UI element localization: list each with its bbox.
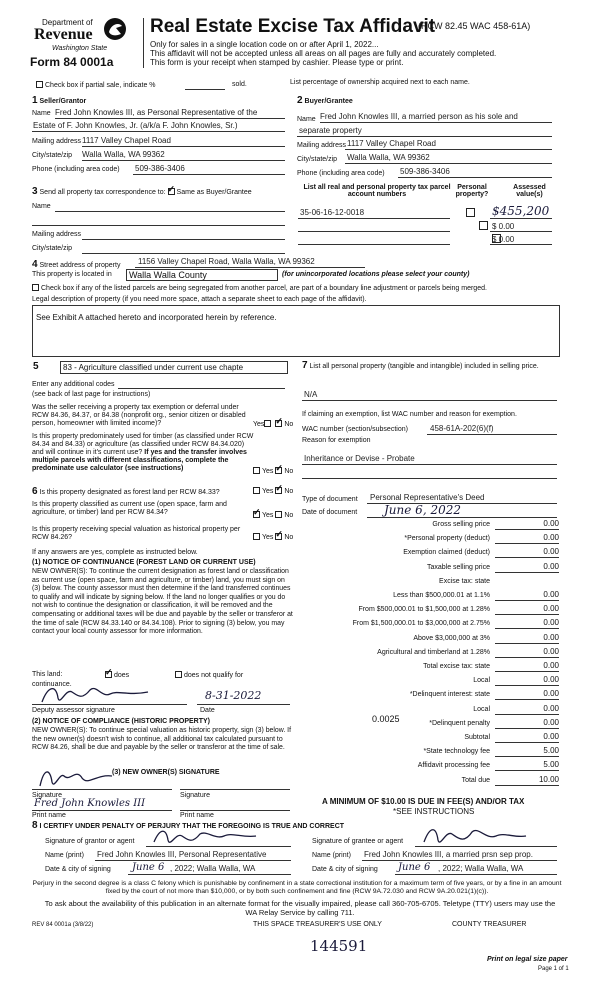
- minimum-due-note: A MINIMUM OF $10.00 IS DUE IN FEE(S) AND/OR TAX: [322, 797, 525, 806]
- tax-row-value[interactable]: 0.00: [543, 675, 559, 685]
- seller-city[interactable]: Walla Walla, WA 99362: [82, 150, 165, 159]
- tax-row-value[interactable]: 0.00: [543, 618, 559, 628]
- dept-label: Department of: [42, 18, 93, 27]
- tax-row-value[interactable]: 0.00: [543, 533, 559, 543]
- deputy-label: Deputy assessor signature: [32, 707, 115, 714]
- assessed-value-3[interactable]: $ 0.00: [492, 235, 515, 244]
- grantee-date[interactable]: June 6: [398, 862, 431, 873]
- tax-row-line: [495, 614, 559, 615]
- receipt-number: 144591: [310, 937, 368, 955]
- current-use-no-checkbox[interactable]: [275, 511, 282, 518]
- grantor-date-label: Date & city of signing: [45, 866, 111, 873]
- personal-checkbox-1[interactable]: [466, 208, 475, 217]
- tax-row-label: Local: [473, 705, 490, 713]
- header-line-3: This form is your receipt when stamped by cashier. Please type or print.: [150, 58, 404, 67]
- local-rate: 0.0025: [372, 714, 400, 724]
- notice-historic-body: NEW OWNER(S): To continue special valuation as historic property, sign (3) below. If the new owner(s) doesn't wish to continue, all additional tax calculated pursuant to RCW 84.26, shall be due and payable by the seller or transferor at the time of sale.: [32, 727, 292, 752]
- does-not-qualify-checkbox[interactable]: [175, 671, 182, 678]
- tax-row-line: [495, 671, 559, 672]
- does-not-option: does not qualify for: [175, 671, 243, 679]
- exemption-claim-label: If claiming an exemption, list WAC number and reason for exemption.: [302, 411, 517, 418]
- buyer-name-1[interactable]: Fred John Knowles III, a married person as his sole and: [320, 112, 518, 121]
- tax-row-value[interactable]: 0.00: [543, 590, 559, 599]
- tax-row-line: [495, 543, 559, 544]
- grantee-city[interactable]: , 2022; Walla Walla, WA: [438, 864, 524, 873]
- tax-row-label: Total due: [461, 776, 490, 784]
- tax-row-line: [495, 714, 559, 715]
- personal-col-header: Personal property?: [455, 184, 489, 198]
- tax-row-label: Total excise tax: state: [423, 663, 490, 670]
- treasurer-use-label: THIS SPACE TREASURER'S USE ONLY: [253, 921, 382, 928]
- exemption-reason[interactable]: Inheritance or Devise - Probate: [304, 454, 415, 463]
- tax-row-line: [495, 657, 559, 658]
- tax-row-value[interactable]: 5.00: [543, 760, 559, 770]
- ownership-note: List percentage of ownership acquired next to each name.: [290, 79, 470, 86]
- seller-name-2[interactable]: Estate of F. John Knowles, Jr. (a/k/a F. John Knowles, Sr.): [33, 121, 238, 130]
- timber-no-checkbox[interactable]: [275, 467, 282, 474]
- buyer-addr-label: Mailing address: [297, 142, 347, 149]
- header-line-1: Only for sales in a single location code on or after April 1, 2022...: [150, 40, 379, 49]
- assessor-signature-icon: [38, 682, 158, 710]
- county-value: Walla Walla County: [129, 270, 207, 280]
- current-use-question: Is this property classified as current use (open space, farm and agriculture, or timber) land per RCW 84.34?: [32, 501, 227, 516]
- historic-answer: Yes ✓ No: [253, 533, 293, 541]
- seller-addr-label: Mailing address: [32, 138, 82, 145]
- page-number: Page 1 of 1: [538, 966, 569, 972]
- timber-answer: Yes ✓ No: [253, 467, 293, 475]
- sec3-name-label: Name: [32, 203, 51, 210]
- assessed-value-1[interactable]: $455,200: [492, 204, 550, 218]
- legal-description-box[interactable]: [32, 305, 560, 357]
- accessibility-note: To ask about the availability of this publication in an alternate format for the visually impaired, please call 360-705-6705. Teletype (TTY) users may use the WA Relay Service by calling 711.: [44, 899, 556, 917]
- legal-label: Legal description of property (if you need more space, attach a separate sheet to each page of the affidavit).: [32, 296, 367, 303]
- unincorp-note: (for unincorporated locations please select your county): [282, 271, 470, 278]
- notice-continuance-heading: (1) NOTICE OF CONTINUANCE (FOREST LAND OR CURRENT USE): [32, 559, 256, 566]
- county-treasurer-label: COUNTY TREASURER: [452, 921, 527, 928]
- tax-row-value[interactable]: 10.00: [538, 774, 559, 784]
- owner-print-name[interactable]: Fred John Knowles III: [34, 798, 146, 809]
- docdate-label: Date of document: [302, 509, 358, 516]
- grantor-print-name[interactable]: Fred John Knowles III, Personal Representative: [97, 850, 267, 859]
- tax-row-label: *Delinquent interest: state: [409, 691, 490, 699]
- tax-row-line: [495, 699, 559, 700]
- tax-row-line: [495, 756, 559, 757]
- tax-row-line: [495, 572, 559, 573]
- does-option: ✓ does: [105, 671, 129, 679]
- grantee-date-label: Date & city of signing: [312, 866, 378, 873]
- current-use-answer: ✓ Yes No: [253, 511, 293, 519]
- tax-row-label: From $500,000.01 to $1,500,000 at 1.28%: [358, 606, 490, 614]
- tax-row-line: [495, 643, 559, 644]
- legal-paper-note: Print on legal size paper: [487, 956, 568, 963]
- historic-no-checkbox[interactable]: [275, 533, 282, 540]
- personal-checkbox-2[interactable]: [479, 221, 488, 230]
- personal-property-list[interactable]: N/A: [304, 390, 318, 399]
- tax-row-line: [495, 785, 559, 786]
- historic-question: Is this property receiving special valuation as historical property per RCW 84.26?: [32, 526, 241, 541]
- tax-row-label: Exemption claimed (deduct): [403, 549, 490, 557]
- sec5-number: 5: [33, 361, 39, 372]
- partial-percent-line[interactable]: [185, 89, 225, 90]
- header-divider: [143, 18, 144, 68]
- street-label: 4 Street address of property: [32, 259, 121, 270]
- tax-row-label: Excise tax: state: [439, 577, 490, 585]
- form-rcw: (RCW 82.45 WAC 458-61A): [418, 21, 531, 31]
- reason-label: Reason for exemption: [302, 437, 371, 444]
- see-instructions-note: *SEE INSTRUCTIONS: [393, 807, 475, 816]
- tax-row-label: *Delinquent penalty: [429, 719, 490, 727]
- if-any-note: If any answers are yes, complete as instructed below.: [32, 549, 198, 556]
- same-as-buyer-checkbox[interactable]: [168, 188, 175, 195]
- tax-row-value[interactable]: 0.00: [543, 661, 559, 670]
- tax-row-value[interactable]: 0.00: [543, 547, 559, 557]
- parcel-col-header: List all real and personal property tax parcel account numbers: [303, 184, 451, 198]
- header-line-2: This affidavit will not be accepted unless all areas on all pages are fully and accurately completed.: [150, 49, 497, 58]
- tax-row-label: From $1,500,000.01 to $3,000,000 at 2.75%: [352, 620, 490, 628]
- current-use-yes-checkbox[interactable]: [253, 511, 260, 518]
- grantor-sig-label: Signature of grantor or agent: [45, 838, 135, 845]
- grantor-name-label: Name (print): [45, 852, 84, 859]
- tax-row-line: [495, 742, 559, 743]
- buyer-city-label: City/state/zip: [297, 156, 338, 163]
- tax-row-label: *State technology fee: [423, 748, 490, 756]
- buyer-address[interactable]: 1117 Valley Chapel Road: [347, 139, 436, 148]
- tax-row-label: Gross selling price: [432, 521, 490, 528]
- notice-continuance-body: NEW OWNER(S): To continue the current designation as forest land or classification as current use (open space, farm and agriculture, or timber) land, you must sign on (3) below. The county assessor must then determine if the land transferred continues to qualify and will indicate by signing below. If the land no longer qualifies or you do not wish to continue the designation or classification, it will be removed and the compensating or additional taxes will be due and payable by the seller or transferor at the time of sale (RCW 84.33.140 or 84.34.108). Prior to signing (3) below, you may contact your local county assessor for more information.: [32, 568, 293, 636]
- grantee-name-label: Name (print): [312, 852, 351, 859]
- partial-sale-row: [36, 81, 156, 89]
- seller-city-label: City/state/zip: [32, 152, 73, 159]
- sec3-heading: 3 Send all property tax correspondence to: ✓ Same as Buyer/Grantee: [32, 186, 252, 197]
- land-use-code: 83 - Agriculture classified under current use chapte: [63, 363, 244, 372]
- exemption-no-checkbox[interactable]: [275, 420, 282, 427]
- sec3-addr-label: Mailing address: [32, 231, 82, 238]
- tax-row-value[interactable]: 0.00: [543, 703, 559, 713]
- tax-row-line: [495, 600, 559, 601]
- forest-question: 6 Is this property designated as forest land per RCW 84.33?: [32, 486, 220, 497]
- parcel-number-2[interactable]: [298, 231, 450, 232]
- doctype-label: Type of document: [302, 496, 358, 503]
- tax-row-value[interactable]: 0.00: [543, 732, 559, 741]
- land-use-select[interactable]: [60, 361, 288, 374]
- tax-row-label: Taxable selling price: [426, 563, 490, 571]
- tax-row-line: [495, 770, 559, 771]
- revenue-wordmark: Revenue: [34, 26, 93, 43]
- print-name-label-1: Print name: [32, 812, 66, 819]
- form-title: Real Estate Excise Tax Affidavit: [150, 16, 436, 37]
- assessed-col-header: Assessed value(s): [513, 184, 546, 198]
- seller-name-1[interactable]: Fred John Knowles III, as Personal Representative of the: [55, 108, 258, 117]
- tax-row-value[interactable]: 0.00: [543, 604, 559, 614]
- tax-row-value[interactable]: 5.00: [543, 746, 559, 756]
- buyer-name-label: Name: [297, 116, 316, 123]
- sec3-city-label: City/state/zip: [32, 245, 73, 252]
- see-instructions: (see back of last page for instructions): [32, 391, 151, 398]
- tax-row-line: [495, 728, 559, 729]
- sec7-heading: 7 List all personal property (tangible and intangible) included in selling price.: [302, 360, 539, 371]
- street-address[interactable]: 1156 Valley Chapel Road, Walla Walla, WA 99362: [138, 257, 315, 266]
- county-select[interactable]: [126, 269, 278, 281]
- sold-label: sold.: [232, 81, 247, 88]
- form-number: Form 84 0001a: [30, 55, 114, 69]
- segregate-row: Check box if any of the listed parcels are being segregated from another parcel, are part of a boundary line adjustment or parcels being merged.: [32, 284, 487, 292]
- timber-question: Is this property predominately used for timber (as classified under RCW 84.34 and 84.33) or agriculture (as classified under RCW 84.34.020) and will continue in it's current use? If yes and the transfer involves multiple parcels with different classifications, complete the predominate use calculator (see instructions): [32, 433, 254, 472]
- additional-codes-label: Enter any additional codes: [32, 381, 115, 388]
- document-type[interactable]: Personal Representative's Deed: [370, 493, 485, 502]
- revenue-emblem-icon: [104, 18, 126, 40]
- new-owner-sig-heading: (3) NEW OWNER(S) SIGNATURE: [112, 769, 220, 776]
- buyer-city[interactable]: Walla Walla, WA 99362: [347, 153, 430, 162]
- signature-label-1: Signature: [32, 792, 62, 799]
- tax-row-label: *Personal property (deduct): [404, 535, 490, 543]
- does-qualify-checkbox[interactable]: [105, 671, 112, 678]
- tax-row-line: [495, 685, 559, 686]
- buyer-name-2[interactable]: separate property: [299, 126, 362, 135]
- certify-heading: 8 I CERTIFY UNDER PENALTY OF PERJURY THAT THE FOREGOING IS TRUE AND CORRECT: [32, 820, 345, 831]
- tax-row-line: [495, 557, 559, 558]
- tax-table: [302, 519, 562, 809]
- forest-answer: Yes ✓ No: [253, 487, 293, 495]
- buyer-phone[interactable]: 509-386-3406: [400, 167, 450, 176]
- wac-label: WAC number (section/subsection): [302, 426, 408, 433]
- seller-phone-label: Phone (including area code): [32, 166, 120, 173]
- tax-row-value[interactable]: 0.00: [543, 646, 559, 656]
- exemption-question: Was the seller receiving a property tax exemption or deferral under RCW 84.36, 84.37, or 84.38 (nonprofit org., senior citizen or disabled person, homeowner with limited income)?: [32, 404, 246, 427]
- tax-row-label: Local: [473, 677, 490, 685]
- tax-row-value[interactable]: 0.00: [543, 519, 559, 528]
- print-name-label-2: Print name: [180, 812, 214, 819]
- tax-row-label: Affidavit processing fee: [417, 762, 490, 770]
- timber-yes-checkbox[interactable]: [253, 467, 260, 474]
- state-label: Washington State: [52, 45, 108, 52]
- exemption-yes-checkbox[interactable]: [264, 420, 271, 427]
- seller-name-label: Name: [32, 110, 51, 117]
- revision-label: REV 84 0001a (3/8/22): [32, 922, 94, 928]
- historic-yes-checkbox[interactable]: [253, 533, 260, 540]
- wac-number[interactable]: 458-61A-202(6)(f): [430, 424, 494, 433]
- tax-row-value[interactable]: 0.00: [543, 632, 559, 642]
- perjury-note: Perjury in the second degree is a class C felony which is punishable by confinement in a state correctional institution for a maximum term of five years, or by a fine in an amount fixed by the court of not more than $10,000, or by both such confinement and fine (RCW 9A.72.030 and RCW 9A.20.021(1)(c)).: [32, 880, 562, 895]
- legal-description: See Exhibit A attached hereto and incorporated herein by reference.: [36, 313, 277, 322]
- buyer-heading: 2 Buyer/Grantee: [297, 95, 353, 106]
- tax-row-label: Subtotal: [464, 734, 490, 741]
- exemption-answer: Yes ✓ No: [253, 420, 293, 428]
- located-label: This property is located in: [32, 271, 112, 278]
- assessed-value-2[interactable]: $ 0.00: [492, 222, 515, 231]
- notice-historic-heading: (2) NOTICE OF COMPLIANCE (HISTORIC PROPERTY): [32, 718, 210, 725]
- revenue-logo: [28, 14, 140, 70]
- tax-row-line: [495, 628, 559, 629]
- partial-sale-label: Check box if partial sale, indicate %: [45, 82, 156, 89]
- signature-label-2: Signature: [180, 792, 210, 799]
- tax-row-label: Agricultural and timberland at 1.28%: [377, 648, 490, 656]
- tax-row-label: Above $3,000,000 at 3%: [413, 634, 490, 642]
- grantor-date[interactable]: June 6: [132, 862, 165, 873]
- segregate-checkbox[interactable]: [32, 284, 39, 291]
- tax-row-value[interactable]: 0.00: [543, 689, 559, 699]
- seller-address[interactable]: 1117 Valley Chapel Road: [82, 136, 171, 145]
- this-land-row: This land:: [32, 671, 63, 678]
- partial-sale-checkbox[interactable]: [36, 81, 43, 88]
- document-date[interactable]: June 6, 2022: [384, 503, 461, 517]
- tax-row-value[interactable]: 0.00: [543, 561, 559, 571]
- grantor-city[interactable]: , 2022; Walla Walla, WA: [170, 864, 256, 873]
- tax-row-line: [495, 529, 559, 530]
- date-label: Date: [200, 707, 215, 714]
- tax-row-label: Less than $500,000.01 at 1.1%: [393, 592, 490, 599]
- forest-yes-checkbox[interactable]: [253, 487, 260, 494]
- continuance-label: continuance.: [32, 681, 72, 688]
- seller-phone[interactable]: 509-386-3406: [135, 164, 185, 173]
- buyer-phone-label: Phone (including area code): [297, 170, 385, 177]
- seller-heading: 1 Seller/Grantor: [32, 95, 87, 106]
- parcel-number-1[interactable]: 35-06-16-12-0018: [300, 208, 365, 217]
- tax-row-value[interactable]: 0.00: [543, 717, 559, 727]
- grantee-print-name[interactable]: Fred John Knowles III, a married prsn sep prop.: [364, 850, 533, 859]
- parcel-number-3[interactable]: [298, 244, 450, 245]
- assessor-date[interactable]: 8-31-2022: [205, 689, 262, 702]
- forest-no-checkbox[interactable]: [275, 487, 282, 494]
- grantee-sig-label: Signature of grantee or agent: [312, 838, 404, 845]
